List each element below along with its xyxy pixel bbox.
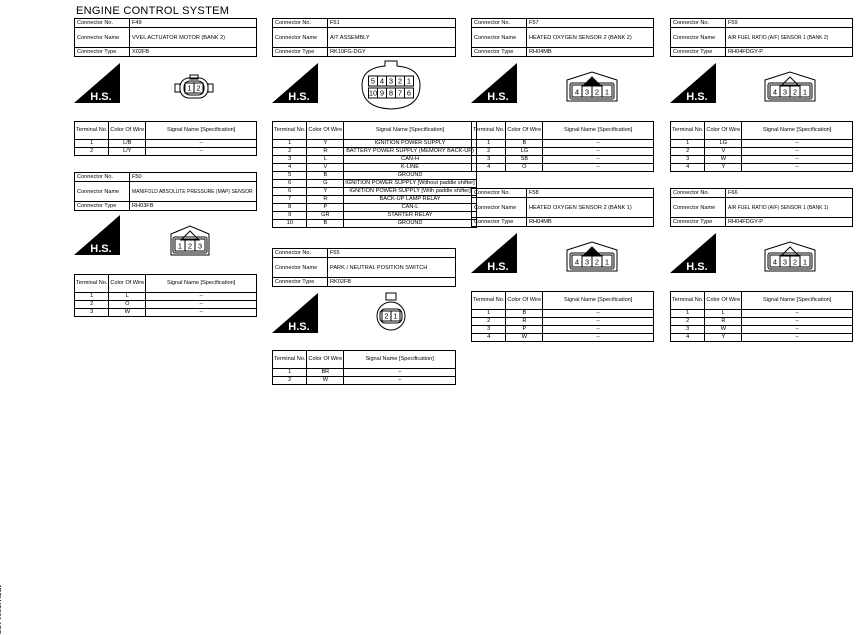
terminal-cell: 10 (273, 220, 307, 228)
table-row (273, 204, 477, 212)
signal-cell: – (543, 334, 654, 342)
signal-table (670, 121, 853, 172)
pin-number: 2 (384, 311, 389, 321)
signal-cell: IGNITION POWER SUPPLY [Without paddle shifter] (345, 180, 475, 186)
wire-color-cell: L (109, 293, 146, 301)
terminal-cell: 1 (273, 369, 307, 377)
connector-name-label: Connector Name (75, 182, 130, 202)
hs-label: H.S. (90, 91, 112, 103)
signal-cell: – (543, 140, 654, 148)
connector-type-label: Connector Type (75, 202, 130, 211)
connector-f59-table (670, 121, 853, 172)
signal-name-header: Signal Name [Specification] (543, 292, 654, 310)
terminal-cell: 6 (273, 180, 307, 188)
pin-number: 3 (584, 257, 590, 267)
table-row (273, 172, 477, 180)
connector-no-label: Connector No. (273, 19, 328, 28)
signal-cell: – (146, 301, 257, 309)
hs-badge-icon (471, 233, 517, 273)
connector-type-value: RH04FDGY-P (726, 48, 853, 57)
hs-label: H.S. (487, 261, 509, 273)
signal-cell: CAN-L (344, 204, 476, 212)
wire-color-cell: O (109, 301, 146, 309)
connector-type-label: Connector Type (472, 218, 527, 227)
terminal-cell: 1 (75, 293, 109, 301)
hs-badge-icon (670, 63, 716, 103)
hs-badge-icon (471, 63, 517, 103)
table-row (671, 148, 853, 156)
connector-type-value: RK10FG-DGY (328, 48, 456, 57)
pin-number: 2 (594, 87, 600, 97)
signal-cell: – (146, 309, 257, 317)
signal-cell: – (742, 310, 853, 318)
signal-cell: CAN-H (344, 156, 476, 164)
wire-color-cell: B (307, 220, 344, 228)
terminal-cell: 9 (273, 212, 307, 220)
terminal-cell: 1 (472, 310, 506, 318)
terminal-cell: 8 (273, 204, 307, 212)
terminal-cell: 4 (671, 334, 705, 342)
pin-number: 2 (594, 257, 600, 267)
signal-cell: – (146, 140, 257, 148)
color-of-wire-header: Color Of Wire (506, 122, 543, 140)
table-row (273, 180, 477, 188)
wire-color-cell: R (506, 318, 543, 326)
wire-color-cell: L (307, 156, 344, 164)
hs-badge-icon (74, 63, 120, 103)
wire-color-cell: LG (506, 148, 543, 156)
color-of-wire-header: Color Of Wire (705, 292, 742, 310)
connector-type-label: Connector Type (273, 278, 328, 287)
signal-table (74, 121, 257, 156)
connector-f57-table (471, 121, 654, 172)
pin-number: 1 (604, 257, 610, 267)
page-title: ENGINE CONTROL SYSTEM (76, 5, 230, 17)
connector-f66-table (670, 291, 853, 342)
connector-type-label: Connector Type (671, 218, 726, 227)
pin-number: 6 (406, 88, 412, 98)
connector-no-label: Connector No. (472, 189, 527, 198)
pin-number: 2 (792, 257, 798, 267)
wire-color-cell: B (307, 172, 344, 180)
signal-cell: – (543, 318, 654, 326)
pin-number: 1 (187, 83, 192, 93)
signal-table (74, 274, 257, 317)
signal-cell: GROUND (344, 172, 476, 180)
terminal-no-header: Terminal No. (75, 275, 109, 293)
table-row (472, 326, 654, 334)
table-row (472, 334, 654, 342)
connector-name-value: AIR FUEL RATIO (A/F) SENSOR 1 (BANK 2) (726, 28, 853, 48)
terminal-cell: 2 (75, 148, 109, 156)
signal-table (272, 350, 456, 385)
color-of-wire-header: Color Of Wire (109, 275, 146, 293)
connector-type-label: Connector Type (273, 48, 328, 57)
connector-no-value: F55 (328, 249, 456, 258)
pin-number: 1 (393, 311, 398, 321)
signal-cell: – (742, 148, 853, 156)
color-of-wire-header: Color Of Wire (109, 122, 146, 140)
connector-f58-table (471, 291, 654, 342)
terminal-no-header: Terminal No. (472, 292, 506, 310)
color-of-wire-header: Color Of Wire (705, 122, 742, 140)
signal-cell: – (742, 156, 853, 164)
connector-f51-face (360, 58, 422, 112)
connector-no-value: F59 (726, 19, 853, 28)
pin-number: 5 (370, 76, 376, 86)
table-row (671, 156, 853, 164)
connector-type-label: Connector Type (671, 48, 726, 57)
table-row (671, 334, 853, 342)
signal-name-header: Signal Name [Specification] (543, 122, 654, 140)
connector-name-label: Connector Name (273, 28, 328, 48)
connector-name-value: VVEL ACTUATOR MOTOR (BANK 2) (130, 28, 257, 48)
color-of-wire-header: Color Of Wire (307, 122, 344, 140)
terminal-cell: 3 (472, 156, 506, 164)
signal-name-header: Signal Name [Specification] (742, 122, 853, 140)
wire-color-cell: W (705, 156, 742, 164)
connector-f57-info (471, 18, 654, 57)
wire-color-cell: BR (307, 369, 344, 377)
connector-name-value: HEATED OXYGEN SENSOR 2 (BANK 2) (527, 28, 654, 48)
terminal-cell: 2 (273, 148, 307, 156)
terminal-no-header: Terminal No. (671, 122, 705, 140)
connector-name-label: Connector Name (671, 28, 726, 48)
wire-color-cell: W (705, 326, 742, 334)
connector-outline-icon (174, 74, 214, 102)
connector-no-label: Connector No. (671, 19, 726, 28)
connector-type-value: X02FB (130, 48, 257, 57)
terminal-cell: 5 (273, 172, 307, 180)
pin-number: 1 (406, 76, 412, 86)
pin-number: 7 (397, 88, 403, 98)
terminal-cell: 6 (273, 188, 307, 196)
terminal-cell: 3 (472, 326, 506, 334)
signal-cell: – (543, 310, 654, 318)
wire-color-cell: P (307, 204, 344, 212)
terminal-cell: 2 (75, 301, 109, 309)
signal-cell: – (344, 369, 456, 377)
signal-cell: – (543, 148, 654, 156)
connector-f59-info (670, 18, 853, 57)
connector-f51-table (272, 121, 475, 228)
signal-cell: – (742, 334, 853, 342)
wire-color-cell: L/Y (109, 148, 146, 156)
hs-label: H.S. (686, 91, 708, 103)
hs-badge-icon (670, 233, 716, 273)
hs-badge-icon (272, 63, 318, 103)
table-row (273, 196, 477, 204)
terminal-cell: 2 (472, 318, 506, 326)
connector-no-label: Connector No. (75, 173, 130, 182)
wire-color-cell: W (307, 377, 344, 385)
connector-f49-face (174, 74, 214, 102)
hs-label: H.S. (686, 261, 708, 273)
connector-f50-face (168, 222, 212, 258)
wire-color-cell: B (506, 140, 543, 148)
signal-name-header: Signal Name [Specification] (146, 122, 257, 140)
table-row (273, 156, 477, 164)
pin-number: 10 (368, 88, 378, 98)
wire-color-cell: L/B (109, 140, 146, 148)
connector-no-value: F57 (527, 19, 654, 28)
signal-cell: – (742, 140, 853, 148)
connector-no-label: Connector No. (671, 189, 726, 198)
table-row (273, 377, 456, 385)
wire-color-cell: O (506, 164, 543, 172)
table-row (671, 310, 853, 318)
signal-table (471, 291, 654, 342)
table-row (273, 188, 477, 196)
connector-f66-info (670, 188, 853, 227)
connector-f58-info (471, 188, 654, 227)
connector-name-value: PARK / NEUTRAL POSITION SWITCH (328, 258, 456, 278)
table-row (472, 140, 654, 148)
table-row (75, 309, 257, 317)
connector-no-value: F49 (130, 19, 257, 28)
connector-type-value: RH04FDGY-P (726, 218, 853, 227)
pin-number: 3 (584, 87, 590, 97)
terminal-no-header: Terminal No. (671, 292, 705, 310)
wire-color-cell: GR (307, 212, 344, 220)
connector-f58-face (564, 238, 620, 274)
terminal-cell: 3 (75, 309, 109, 317)
pin-number: 1 (177, 241, 183, 251)
signal-table (670, 291, 853, 342)
signal-cell: – (742, 164, 853, 172)
terminal-no-header: Terminal No. (273, 351, 307, 369)
hs-label: H.S. (288, 91, 310, 103)
signal-table (272, 121, 477, 228)
pin-number: 9 (379, 88, 385, 98)
table-row (671, 318, 853, 326)
table-row (273, 148, 477, 156)
connector-outline-icon (360, 58, 422, 112)
signal-table (471, 121, 654, 172)
signal-cell: – (146, 148, 257, 156)
connector-name-label: Connector Name (472, 28, 527, 48)
wire-color-cell: W (109, 309, 146, 317)
hs-badge-icon (74, 215, 120, 255)
wire-color-cell: LG (705, 140, 742, 148)
terminal-cell: 1 (472, 140, 506, 148)
signal-cell: IGNITION POWER SUPPLY (344, 140, 476, 148)
terminal-no-header: Terminal No. (75, 122, 109, 140)
signal-cell: IGNITION POWER SUPPLY [With paddle shifter] (344, 188, 476, 196)
wire-color-cell: Y (705, 164, 742, 172)
pin-number: 4 (574, 87, 580, 97)
table-row (671, 140, 853, 148)
signal-cell: – (344, 377, 456, 385)
pin-number: 3 (197, 241, 203, 251)
connector-f49-table (74, 121, 257, 156)
connector-type-label: Connector Type (75, 48, 130, 57)
connector-outline-icon (762, 238, 818, 274)
connector-type-value: RH04MB (527, 48, 654, 57)
signal-cell: STARTER RELAY (344, 212, 476, 220)
hs-label: H.S. (487, 91, 509, 103)
connector-outline-icon (564, 238, 620, 274)
table-row (273, 140, 477, 148)
terminal-cell: 1 (671, 140, 705, 148)
table-row (472, 164, 654, 172)
connector-type-value: RH03FB (130, 202, 257, 211)
table-row (273, 164, 477, 172)
pin-number: 2 (792, 87, 798, 97)
connector-name-label: Connector Name (273, 258, 328, 278)
pin-number: 4 (772, 87, 778, 97)
connector-no-value: F51 (328, 19, 456, 28)
connector-f50-table (74, 274, 257, 317)
pin-number: 2 (397, 76, 403, 86)
signal-cell: – (742, 326, 853, 334)
connector-outline-icon (168, 222, 212, 258)
wire-color-cell: R (705, 318, 742, 326)
connector-type-label: Connector Type (472, 48, 527, 57)
terminal-no-header: Terminal No. (273, 122, 307, 140)
terminal-cell: 1 (671, 310, 705, 318)
connector-outline-icon (372, 292, 410, 332)
wire-color-cell: P (506, 326, 543, 334)
pin-number: 1 (604, 87, 610, 97)
diagram-code (0, 584, 1, 635)
pin-number: 3 (782, 87, 788, 97)
table-row (273, 220, 477, 228)
wire-color-cell: Y (307, 188, 344, 196)
connector-name-label: Connector Name (472, 198, 527, 218)
hs-badge-icon (272, 293, 318, 333)
wire-color-cell: V (705, 148, 742, 156)
signal-cell: – (543, 156, 654, 164)
terminal-cell: 2 (671, 318, 705, 326)
connector-name-label: Connector Name (75, 28, 130, 48)
table-row (472, 156, 654, 164)
table-row (273, 212, 477, 220)
terminal-cell: 2 (273, 377, 307, 385)
wire-color-cell: Y (307, 140, 344, 148)
wire-color-cell: L (705, 310, 742, 318)
connector-no-value: F58 (527, 189, 654, 198)
terminal-cell: 4 (472, 164, 506, 172)
pin-number: 4 (574, 257, 580, 267)
terminal-cell: 7 (273, 196, 307, 204)
connector-outline-icon (564, 68, 620, 104)
connector-f59-face (762, 68, 818, 104)
pin-number: 4 (772, 257, 778, 267)
terminal-cell: 1 (75, 140, 109, 148)
pin-number: 1 (802, 87, 808, 97)
signal-name-header: Signal Name [Specification] (146, 275, 257, 293)
table-row (472, 148, 654, 156)
pin-number: 1 (802, 257, 808, 267)
wire-color-cell: B (506, 310, 543, 318)
table-row (671, 326, 853, 334)
connector-name-value: MANIFOLD ABSOLUTE PRESSURE (MAP) SENSOR (130, 182, 257, 202)
signal-cell: GROUND (344, 220, 476, 228)
signal-name-header: Signal Name [Specification] (344, 351, 456, 369)
table-row (75, 293, 257, 301)
wire-color-cell: SB (506, 156, 543, 164)
terminal-no-header: Terminal No. (472, 122, 506, 140)
hs-label: H.S. (90, 243, 112, 255)
connector-name-value: AIR FUEL RATIO (A/F) SENSOR 1 (BANK 1) (726, 198, 853, 218)
connector-type-value: RK02FB (328, 278, 456, 287)
wire-color-cell: V (307, 164, 344, 172)
connector-no-value: F66 (726, 189, 853, 198)
terminal-cell: 3 (273, 156, 307, 164)
pin-number: 4 (379, 76, 385, 86)
table-row (671, 164, 853, 172)
wire-color-cell: Y (705, 334, 742, 342)
terminal-cell: 2 (472, 148, 506, 156)
pin-number: 3 (782, 257, 788, 267)
connector-name-value: HEATED OXYGEN SENSOR 2 (BANK 1) (527, 198, 654, 218)
connector-f66-face (762, 238, 818, 274)
signal-cell: – (543, 164, 654, 172)
connector-f55-info (272, 248, 456, 287)
signal-cell: K-LINE (344, 164, 476, 172)
pin-number: 2 (196, 83, 201, 93)
table-row (472, 310, 654, 318)
wire-color-cell: G (307, 180, 344, 188)
connector-outline-icon (762, 68, 818, 104)
connector-name-label: Connector Name (671, 198, 726, 218)
color-of-wire-header: Color Of Wire (506, 292, 543, 310)
signal-name-header: Signal Name [Specification] (344, 122, 476, 140)
signal-cell: – (742, 318, 853, 326)
connector-f50-info (74, 172, 257, 211)
signal-name-header: Signal Name [Specification] (742, 292, 853, 310)
table-row (273, 369, 456, 377)
signal-cell: – (146, 293, 257, 301)
connector-f55-table (272, 350, 456, 385)
connector-f49-info (74, 18, 257, 57)
connector-f57-face (564, 68, 620, 104)
connector-f55-face (372, 292, 410, 332)
signal-cell: – (543, 326, 654, 334)
terminal-cell: 4 (273, 164, 307, 172)
wire-color-cell: W (506, 334, 543, 342)
connector-f51-info (272, 18, 456, 57)
signal-cell: BATTERY POWER SUPPLY (MEMORY BACK-UP) (344, 148, 476, 156)
connector-name-value: A/T ASSEMBLY (328, 28, 456, 48)
wire-color-cell: R (307, 196, 344, 204)
connector-no-label: Connector No. (472, 19, 527, 28)
signal-cell: BACK-UP LAMP RELAY (344, 196, 476, 204)
wire-color-cell: R (307, 148, 344, 156)
connector-no-value: F50 (130, 173, 257, 182)
terminal-cell: 4 (671, 164, 705, 172)
terminal-cell: 2 (671, 148, 705, 156)
pin-number: 2 (187, 241, 193, 251)
connector-no-label: Connector No. (273, 249, 328, 258)
pin-number: 3 (388, 76, 394, 86)
terminal-cell: 4 (472, 334, 506, 342)
table-row (75, 301, 257, 309)
hs-label: H.S. (288, 321, 310, 333)
color-of-wire-header: Color Of Wire (307, 351, 344, 369)
terminal-cell: 1 (273, 140, 307, 148)
table-row (75, 148, 257, 156)
connector-no-label: Connector No. (75, 19, 130, 28)
connector-type-value: RH04MB (527, 218, 654, 227)
table-row (75, 140, 257, 148)
terminal-cell: 3 (671, 156, 705, 164)
pin-number: 8 (388, 88, 394, 98)
table-row (472, 318, 654, 326)
terminal-cell: 3 (671, 326, 705, 334)
